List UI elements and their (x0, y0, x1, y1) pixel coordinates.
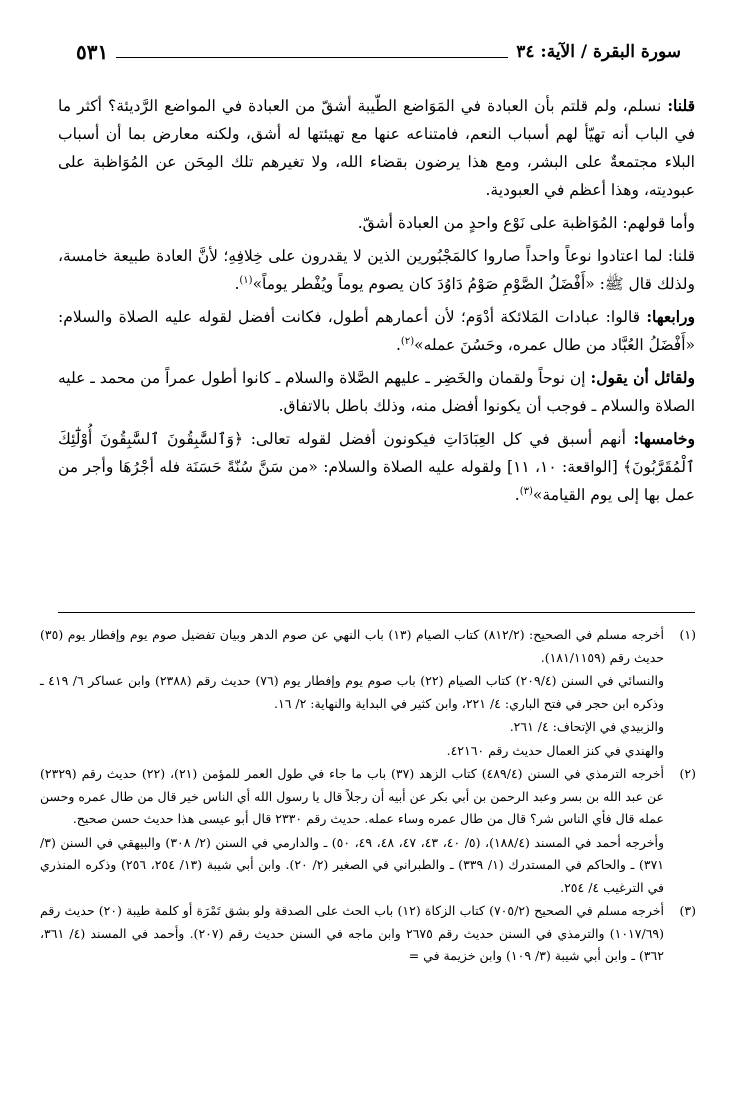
footnote-line: أخرجه مسلم في الصحيح: (٨١٢/٢) كتاب الصيام (١٣) باب النهي عن صوم الدهر وبيان تفضيل صوم يوم وإفطار يوم (٣٥) حديث رقم (١٨١/١١٥٩). (40, 627, 664, 665)
running-header (76, 34, 681, 64)
footnote-line: وأخرجه أحمد في المسند (١٨٨/٤)، (٥/ ٤٠، ٤٣، ٤٧، ٤٨، ٤٩، ٥٠) ـ والدارمي في السنن (٢/ ٣٠٨) والبيهقي في السنن (٣/ ٣٧١) ـ والحاكم في المستدرك (١/ ٣٣٩) ـ والطبراني في الصغير (٢/ ٢٠). وابن أبي شيبة (١٣/ ٢٥٤، ٢٥٦) وذكره المنذري في الترغيب ٤/ ٢٥٤. (40, 834, 665, 895)
footnote-ref[interactable]: (٢) (400, 335, 415, 347)
paragraph-6: وخامسها: أنهم أسبق في كل العِبَادَاتِ فيكونون أفضل لقوله تعالى: ﴿وَٱلسَّٰبِقُونَ ٱلسَّٰبِقُونَ أُوْلَٰٓئِكَ ٱلْمُقَرَّبُونَ﴾ [الواقعة: ١٠، ١١] ولقوله عليه الصلاة والسلام: «من سَنَّ سُنّةً حَسَنَة فله أجْرُهَا وأجر من عمل بها إلى يوم القيامة»$^{(٣)}$. (58, 429, 696, 504)
header-rule (116, 57, 508, 58)
paragraph-3: قلنا: لما اعتادوا نوعاً واحداً صاروا كالمَجْبُورين الذين لا يقدرون على خِلافِهِ؛ لأنَّ العادة طبيعة خامسة، ولذلك قال ﷺ: «أَفْضَلُ الصَّوْمِ صَوْمُ دَاوُدَ كان يصوم يوماً ويُفْطر يوماً»$^{(١)}$. (58, 247, 695, 293)
paragraph-text: قالوا: عبادات المَلائكة أدْوَم؛ لأن أعمارهم أطول، فكانت أفضل لقوله عليه الصلاة والسلام: «أَفْضَلُ العُبَّاد من طال عمره، وحَسُنَ عمله» (58, 308, 695, 354)
paragraph-4: ورابعها: قالوا: عبادات المَلائكة أدْوَم؛ لأن أعمارهم أطول، فكانت أفضل لقوله عليه الصلاة والسلام: «أَفْضَلُ العُبَّاد من طال عمره، وحَسُنَ عمله»$^{(٢)}$. (58, 307, 695, 354)
paragraph-text: نسلم، ولم قلتم بأن العبادة في المَوَاضع الطّيبة أشقّ من العبادة في المواضع الرَّديئة؟ أكثر ما في الباب أنه تهيّأ لهم أسباب النعم، فامتناعه عنها مع تهيئتها له أشق، ولكنه معارض بما أن أسباب البلاء مجتمعةٌ على البشر، ومع هذا يرضون بقضاء الله، ولا تغيرهم تلك المِحَن عن المُوَاظبة على عبوديته، وهذا أعظم في العبودية. (58, 97, 695, 199)
paragraph-label: ولقائل أن يقول: (590, 368, 695, 387)
footnote-line: والزبيدي في الإتحاف: ٤/ ٢٦١. (509, 719, 664, 734)
footnote-line: والنسائي في السنن (٢٠٩/٤) كتاب الصيام (٢٢) باب صوم يوم وإفطار يوم (٧٦) حديث رقم (٢٣٨٨) وابن عساكر ٦/ ٤١٩ ـ وذكره ابن حجر في فتح الباري: ٤/ ٢٢١، وابن كثير في البداية والنهاية: ٢/ ١٦. (40, 673, 665, 711)
footnote-ref[interactable]: (١) (239, 274, 253, 286)
main-text (58, 92, 695, 514)
footnote-separator (58, 612, 695, 613)
paragraph-label: ورابعها: (646, 307, 695, 326)
footnote-number: (٢) (679, 766, 696, 781)
footnotes (40, 624, 696, 969)
footnote-2 (40, 763, 696, 899)
footnote-1 (40, 624, 696, 762)
paragraph-text: قلنا: لما اعتادوا نوعاً واحداً صاروا كالمَجْبُورين الذين لا يقدرون على خِلافِهِ؛ لأنَّ العادة طبيعة خامسة، ولذلك قال ﷺ: «أَفْضَلُ الصَّوْمِ صَوْمُ دَاوُدَ كان يصوم يوماً ويُفْطر يوماً» (58, 247, 695, 293)
footnote-line: أخرجه مسلم في الصحيح (٧٠٥/٢) كتاب الزكاة (١٢) باب الحث على الصدقة ولو بشق تَمْرَة أو كلمة طيبة (٢٠) حديث رقم (١٠١٧/٦٩) والترمذي في السنن حديث رقم ٢٦٧٥ وابن ماجه في السنن حديث رقم (٢٠٧). وأحمد في المسند (٤/ ٣٦١، ٣٦٢) ـ وابن أبي شيبة (٣/ ١٠٩) وابن خزيمة في = (40, 903, 665, 963)
footnote-number: (٣) (679, 903, 696, 918)
surah-verse-title: سورة البقرة / الآية: ٣٤ (516, 42, 681, 62)
page-number: ٥٣١ (76, 40, 109, 64)
footnote-line: والهندي في كنز العمال حديث رقم ٤٢١٦٠. (446, 742, 664, 758)
footnote-line: أخرجه الترمذي في السنن (٤٨٩/٤) كتاب الزهد (٣٧) باب ما جاء في طول العمر للمؤمن (٢١)، (٢٢) حديث رقم (٢٣٢٩) عن عبد الله بن بسر وعبد الرحمن بن أبي بكر عن أبيه أن رجلاً قال يا رسول الله أي الناس خير قال من طال عمره وحسن عمله قال فأي الناس شر؟ قال من طال عمره وساء عمله. حديث رقم ٢٣٣٠ قال أبو عيسى هذا حديث حسن صحيح. (40, 766, 664, 826)
footnote-3 (40, 900, 696, 968)
paragraph-text: أنهم أسبق في كل العِبَادَاتِ فيكونون أفضل لقوله تعالى: ﴿وَٱلسَّٰبِقُونَ ٱلسَّٰبِقُونَ أُوْلَٰٓئِكَ ٱلْمُقَرَّبُونَ﴾ [الواقعة: ١٠، ١١] ولقوله عليه الصلاة والسلام: «من سَنَّ سُنّةً حَسَنَة فله أجْرُهَا وأجر من عمل بها إلى يوم القيامة» (58, 430, 696, 504)
paragraph-label: وخامسها: (633, 429, 695, 448)
paragraph-label: قلنا: (667, 96, 695, 115)
footnote-ref[interactable]: (٣) (519, 485, 533, 497)
paragraph-5 (58, 364, 695, 420)
paragraph-2 (58, 209, 695, 237)
paragraph-1 (58, 92, 695, 204)
footnote-number: (١) (679, 627, 696, 642)
paragraph-text: إن نوحاً ولقمان والخَضِر ـ عليهم الصَّلاة والسلام ـ كانوا أطول عمراً من محمد ـ عليه الصلاة والسلام ـ فوجب أن يكونوا أفضل منه، وذلك باطل بالاتفاق. (58, 369, 695, 415)
paragraph-text: وأما قولهم: المُوَاظبة على نَوْع واحدٍ من العبادة أشقّ. (357, 214, 695, 232)
